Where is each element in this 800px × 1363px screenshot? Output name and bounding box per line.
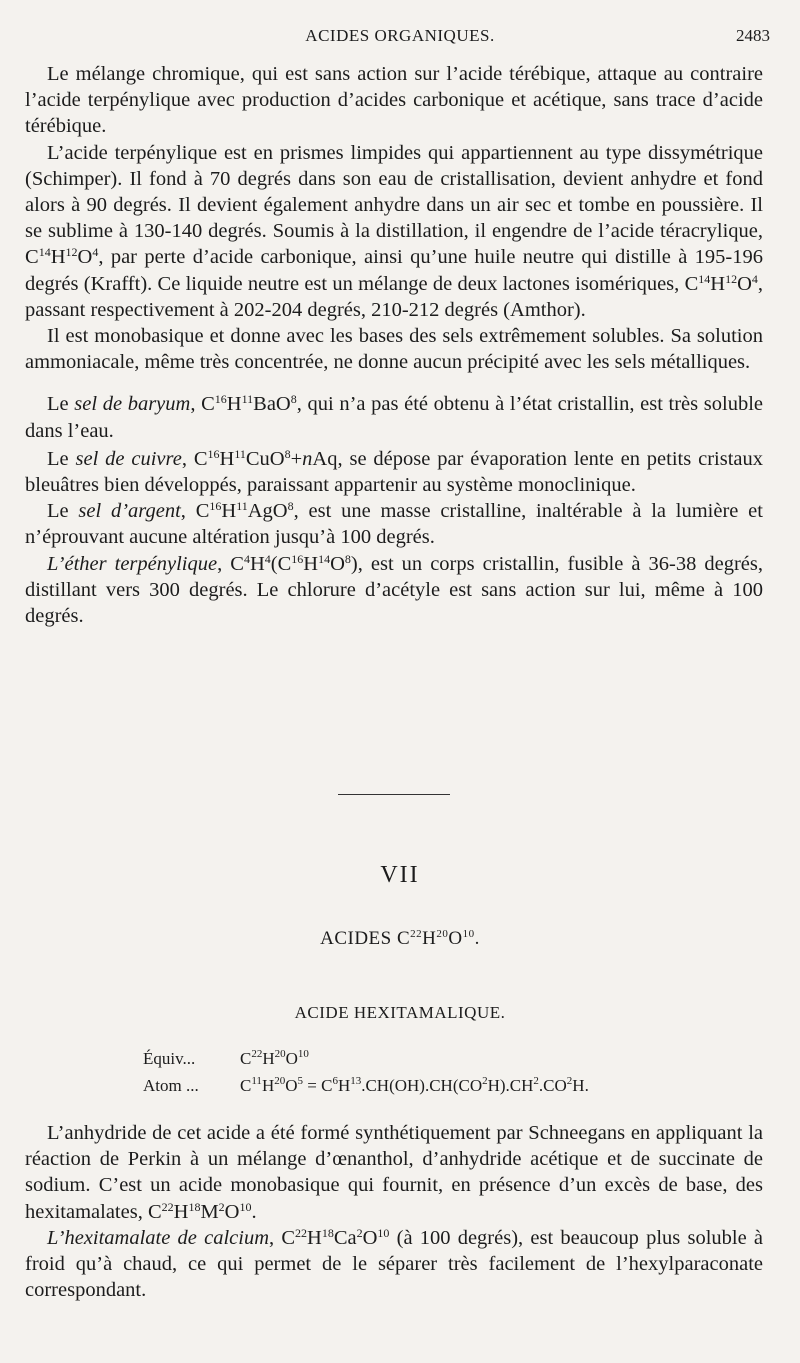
lower-text-block	[25, 1120, 763, 1303]
formula-table	[143, 1045, 589, 1099]
upper-text-block	[25, 61, 763, 629]
paragraph: Le sel d’argent, $C^{16}H^{11}AgO^8$, est une masse cristalline, inaltérable à la lumière et n’éprouvant aucune altération jusqu’à 100 degrés.	[25, 499, 763, 549]
page-header	[0, 26, 800, 50]
formula-row-equiv: Équiv... $C^{22}H^{20}O^{10}$	[143, 1045, 589, 1072]
section-number: VII	[380, 862, 420, 888]
paragraph: L’anhydride de cet acide a été formé synthétiquement par Schneegans en appliquant la réaction de Perkin à un mélange d’œnanthol, d’anhydride acétique et de succinate de sodium. C’est un acide monobasique qui fournit, en présence d’un excès de base, des hexitamalates, $C^{22}H^{18}M^2O^{10}$.	[25, 1122, 763, 1223]
subsection-title: ACIDE HEXITAMALIQUE.	[294, 1003, 506, 1022]
paragraph: Il est monobasique et donne avec les bases des sels extrêmement solubles. Sa solution ammoniacale, même très concentrée, ne donne aucun précipité avec les sels métalliques.	[25, 325, 763, 374]
formula-label: Équiv...	[143, 1049, 196, 1068]
section-title: ACIDES $C^{22}H^{20}O^{10}$.	[320, 928, 480, 949]
section-divider	[338, 794, 450, 795]
page-number: 2483	[736, 26, 770, 45]
formula-row-atom: Atom ... $C^{11}H^{20}O^5 = C^6H^{13}.CH(OH).CH(CO^2H).CH^2.CO^2H$.	[143, 1072, 589, 1099]
running-title: ACIDES ORGANIQUES.	[305, 26, 495, 45]
paragraph: Le sel de baryum, $C^{16}H^{11}BaO^8$, qui n’a pas été obtenu à l’état cristallin, est très soluble dans l’eau.	[25, 392, 763, 442]
paragraph: L’acide terpénylique est en prismes limpides qui appartiennent au type dissymétrique (Schimper). Il fond à 70 degrés dans son eau de cristallisation, devient anhydre et fond alors à 90 degrés. Il devient également anhydre dans un air sec et tombe en poussière. Il se sublime à 130-140 degrés. Soumis à la distillation, il engendre de l’acide téracrylique, $C^{14}H^{12}O^4$, par perte d’acide carbonique, ainsi qu’une huile neutre qui distille à 195-196 degrés (Krafft). Ce liquide neutre est un mélange de deux lactones isomériques, $C^{14}H^{12}O^4$, passant respectivement à 202-204 degrés, 210-212 degrés (Amthor).	[25, 141, 763, 321]
paragraph: L’hexitamalate de calcium, $C^{22}H^{18}Ca^2O^{10}$ (à 100 degrés), est beaucoup plus soluble à froid qu’à chaud, ce qui permet de le séparer très facilement de l’hexylparaconate correspondant.	[25, 1225, 763, 1302]
paragraph: Le sel de cuivre, $C^{16}H^{11}CuO^8+nAq$, se dépose par évaporation lente en petits cristaux bleuâtres bien développés, paraissant appartenir au système monoclinique.	[25, 446, 763, 497]
paragraph: L’éther terpénylique, $C^4H^4(C^{16}H^{14}O^8)$, est un corps cristallin, fusible à 36-38 degrés, distillant vers 300 degrés. Le chlorure d’acétyle est sans action sur lui, même à 100 degrés.	[25, 551, 763, 628]
paragraph: Le mélange chromique, qui est sans action sur l’acide térébique, attaque au contraire l’acide terpénylique avec production d’acides carbonique et acétique, sans trace d’acide térébique.	[25, 63, 763, 138]
formula-label: Atom ...	[143, 1076, 199, 1095]
